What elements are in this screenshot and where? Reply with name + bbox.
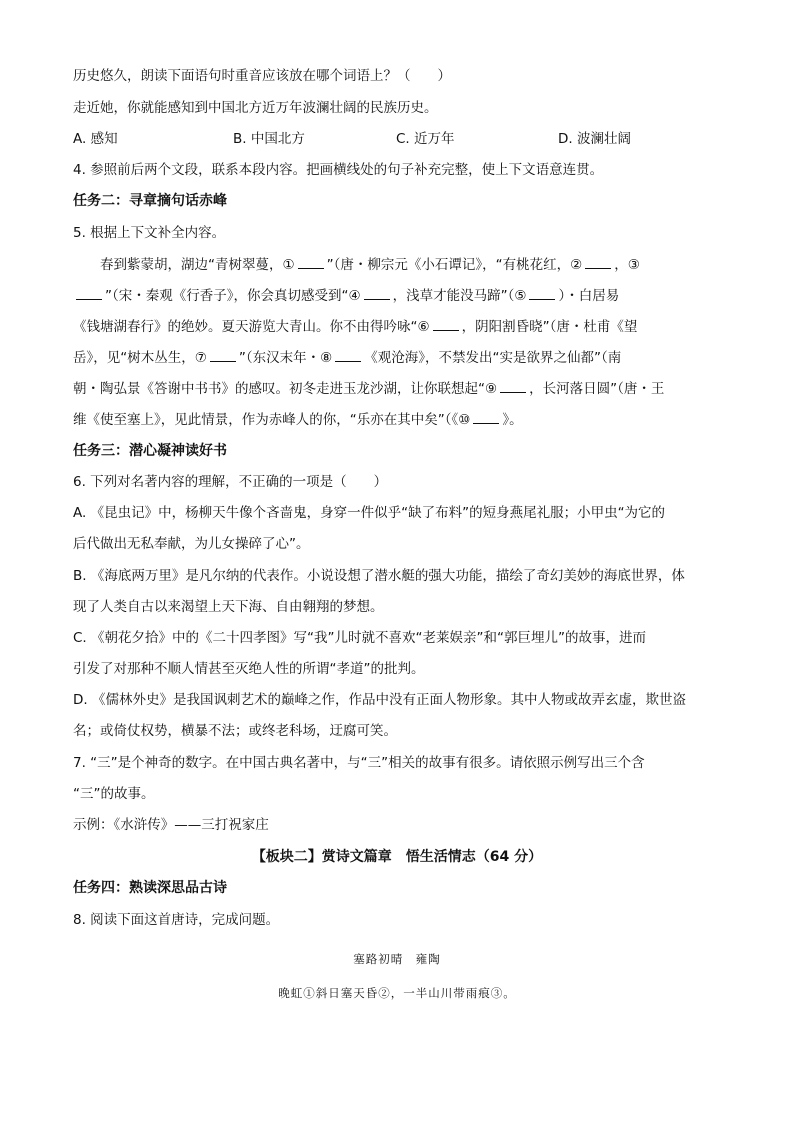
q6-option-c[interactable]: C. 《朝花夕拾》中的《二十四孝图》写“我”儿时就不喜欢“老莱娱亲”和“郭巨埋儿”的故事，进而	[73, 630, 646, 646]
q7-example: 示例：《水浒传》——三打祝家庄	[73, 817, 269, 833]
q6-option-a[interactable]: A. 《昆虫记》中，杨柳天牛像个吝啬鬼，身穿一件似乎“缺了布料”的短身燕尾礼服；小甲虫“为它的	[73, 505, 666, 521]
answer-blank-5[interactable]	[529, 285, 555, 300]
answer-blank-3[interactable]	[76, 285, 102, 300]
q5-stem: 5. 根据上下文补全内容。	[73, 225, 226, 241]
answer-blank-1[interactable]	[298, 254, 324, 269]
q3-option-b[interactable]: B. 中国北方	[233, 131, 305, 147]
q6-option-b-cont: 现了人类自古以来渴望上天下海、自由翱翔的梦想。	[73, 599, 384, 615]
q3-option-a[interactable]: A. 感知	[73, 131, 118, 147]
q8-stem: 8. 阅读下面这首唐诗，完成问题。	[73, 912, 280, 928]
q3-option-c[interactable]: C. 近万年	[396, 131, 455, 147]
answer-blank-9[interactable]	[500, 378, 526, 393]
task2-title: 任务二：寻章摘句话赤峰	[73, 193, 227, 209]
q6-stem: 6. 下列对名著内容的理解，不正确的一项是（ ）	[73, 474, 388, 490]
poem-line-1: 晚虹①斜日塞天昏②，一半山川带雨痕③。	[278, 986, 516, 1000]
q3-option-d[interactable]: D. 波澜壮阔	[558, 131, 631, 147]
task4-title: 任务四：熟读深思品古诗	[73, 880, 227, 896]
q5-passage-line6: 维《使至塞上》，见此情景，作为赤峰人的你，“乐亦在其中矣”（《⑩ 》。	[73, 409, 523, 430]
answer-blank-2[interactable]	[585, 254, 611, 269]
answer-blank-10[interactable]	[473, 409, 499, 424]
q3-options	[73, 129, 723, 149]
q6-option-c-cont: 引发了对那种不顺人情甚至灭绝人性的所谓“孝道”的批判。	[73, 661, 425, 677]
q7-stem-cont: “三”的故事。	[73, 786, 155, 802]
q5-passage-line1: 春到紫蒙胡，湖边“青树翠蔓，① ”（唐・柳宗元《小石谭记》，“有桃花红，② ，③	[100, 254, 640, 275]
poem-title: 塞路初晴 雍陶	[353, 952, 441, 966]
q5-passage-line2: ”（宋・秦观《行香子》，你会真切感受到“④ ，浅草才能没马蹄”（⑤ ）・白居易	[73, 285, 619, 306]
q4-stem: 4. 参照前后两个文段，联系本段内容。把画横线处的句子补充完整，使上下文语意连贯。	[73, 162, 604, 178]
answer-blank-4[interactable]	[364, 285, 390, 300]
q6-option-b[interactable]: B. 《海底两万里》是凡尔纳的代表作。小说设想了潜水艇的强大功能，描绘了奇幻美妙的海底世界，体	[73, 568, 685, 584]
q3-sentence: 走近她，你就能感知到中国北方近万年波澜壮阔的民族历史。	[73, 100, 438, 116]
task3-title: 任务三：潜心凝神读好书	[73, 443, 227, 459]
q5-passage-line3: 《钱塘湖春行》的绝妙。夏天游览大青山。你不由得吟咏“⑥ ，阴阳割昏晓”（唐・杜甫《望	[73, 316, 637, 337]
q6-option-d[interactable]: D. 《儒林外史》是我国讽刺艺术的巅峰之作，作品中没有正面人物形象。其中人物或故弄玄虚，欺世盗	[73, 692, 686, 708]
q5-passage-line4: 岳》，见“树木丛生，⑦ ”（东汉末年・⑧ 《观沧海》，不禁发出“实是欲界之仙都”（南	[73, 347, 621, 368]
q5-passage-line5: 朝・陶弘景《答谢中书书》的感叹。初冬走进玉龙沙湖，让你联想起“⑨ ，长河落日圆”（唐・王	[73, 378, 664, 399]
q3-stem: 历史悠久，朗读下面语句时重音应该放在哪个词语上？（ ）	[73, 68, 451, 84]
q7-stem: 7. “三”是个神奇的数字。在中国古典名著中，与“三”相关的故事有很多。请依照示例写出三个含	[73, 755, 645, 771]
answer-blank-6[interactable]	[433, 316, 459, 331]
answer-blank-8[interactable]	[335, 347, 361, 362]
q6-option-d-cont: 名；或倚仗权势，横暴不法；或终老科场，迂腐可笑。	[73, 723, 397, 739]
answer-blank-7[interactable]	[210, 347, 236, 362]
q6-option-a-cont: 后代做出无私奉献，为儿女操碎了心”。	[73, 536, 310, 552]
block2-title: 【板块二】赏诗文篇章 悟生活情志（64 分）	[251, 849, 543, 865]
